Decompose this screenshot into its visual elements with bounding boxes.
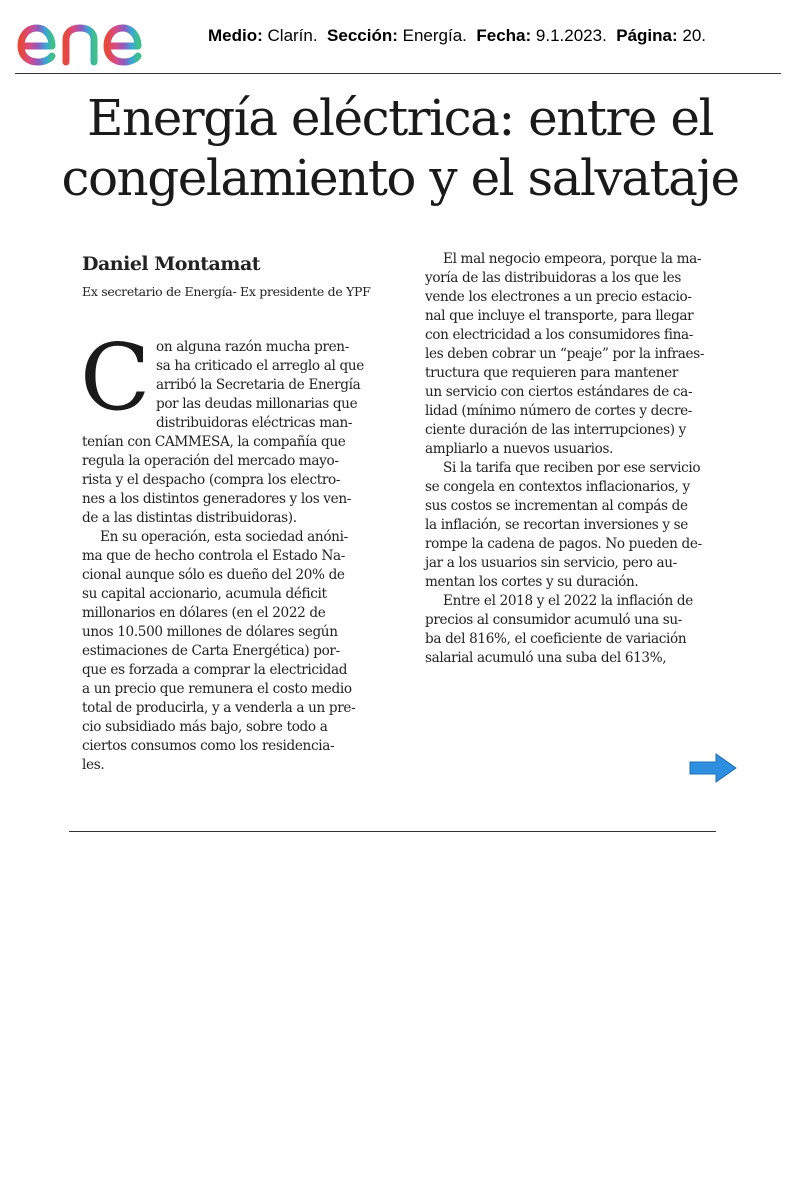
text-line: ba del 816%, el coeficiente de variación	[425, 631, 687, 647]
right-arrow-graphic	[688, 752, 738, 784]
drop-cap: C	[80, 324, 151, 431]
text-line: mentan los cortes y su duración.	[425, 574, 639, 590]
text-line: rompe la cadena de pagos. No pueden de-	[425, 536, 702, 552]
pagina-value: 20.	[682, 26, 707, 45]
text-line: les.	[82, 757, 105, 773]
text-line: rista y el despacho (compra los electro-	[82, 472, 341, 488]
text-line: cio subsidiado más bajo, sobre todo a	[82, 719, 328, 735]
pagina-label: Página:	[616, 26, 678, 45]
text-line: sus costos se incrementan al compás de	[425, 498, 688, 514]
footer-divider	[69, 831, 716, 832]
article-headline	[0, 88, 800, 208]
header-divider	[15, 73, 781, 74]
right-arrow-icon[interactable]	[688, 752, 738, 784]
text-line: tenían con CAMMESA, la compañía que	[82, 434, 346, 450]
text-line: lidad (mínimo número de cortes y decre-	[425, 403, 693, 419]
text-line: ciertos consumos como los residencia-	[82, 738, 335, 754]
seccion-label: Sección:	[327, 26, 398, 45]
text-line: de a las distintas distribuidoras).	[82, 510, 297, 526]
medio-value: Clarín.	[267, 26, 318, 45]
author-role: Ex secretario de Energía- Ex presidente de YPF	[82, 284, 371, 299]
text-line: estimaciones de Carta Energética) por-	[82, 643, 340, 659]
headline-line: Energía eléctrica: entre el	[87, 89, 713, 147]
enel-logo	[14, 14, 174, 68]
text-line: nal que incluye el transporte, para llegar	[425, 308, 694, 324]
text-line: jar a los usuarios sin servicio, pero au-	[425, 555, 677, 571]
text-line: unos 10.500 millones de dólares según	[82, 624, 338, 640]
text-line: la inflación, se recortan inversiones y se	[425, 517, 688, 533]
text-line: se congela en contextos inflacionarios, y	[425, 479, 690, 495]
article-column-right	[425, 250, 720, 668]
text-line: un servicio con ciertos estándares de ca-	[425, 384, 693, 400]
text-line: ampliarlo a nuevos usuarios.	[425, 441, 614, 457]
text-line: En su operación, esta sociedad anóni-	[100, 529, 348, 545]
text-line: que es forzada a comprar la electricidad	[82, 662, 348, 678]
text-line: tructura que requieren para mantener	[425, 365, 678, 381]
publication-meta	[208, 26, 706, 46]
text-line: cional aunque sólo es dueño del 20% de	[82, 567, 345, 583]
text-line: ma que de hecho controla el Estado Na-	[82, 548, 346, 564]
headline-line: congelamiento y el salvataje	[61, 149, 739, 207]
medio-label: Medio:	[208, 26, 263, 45]
text-line: distribuidoras eléctricas man-	[156, 415, 353, 431]
text-line: salarial acumuló una suba del 613%,	[425, 650, 667, 666]
text-line: millonarios en dólares (en el 2022 de	[82, 605, 326, 621]
text-line: sa ha criticado el arreglo al que	[156, 358, 364, 374]
article-column-left	[80, 324, 377, 775]
text-line: El mal negocio empeora, porque la ma-	[443, 251, 702, 267]
text-line: a un precio que remunera el costo medio	[82, 681, 352, 697]
text-line: regula la operación del mercado mayo-	[82, 453, 339, 469]
text-line: Entre el 2018 y el 2022 la inflación de	[443, 593, 693, 609]
text-line: ciente duración de las interrupciones) y	[425, 422, 686, 438]
text-line: por las deudas millonarias que	[156, 396, 358, 412]
text-line: vende los electrones a un precio estacio-	[425, 289, 692, 305]
text-line: precios al consumidor acumuló una su-	[425, 612, 682, 628]
text-line: arribó la Secretaria de Energía	[156, 377, 361, 393]
text-line: su capital accionario, acumula déficit	[82, 586, 327, 602]
fecha-label: Fecha:	[476, 26, 532, 45]
text-line: Si la tarifa que reciben por ese servicio	[443, 460, 701, 476]
text-line: yoría de las distribuidoras a los que les	[425, 270, 681, 286]
fecha-value: 9.1.2023.	[535, 26, 607, 45]
enel-logo-graphic	[14, 14, 174, 68]
text-line: les deben cobrar un “peaje” por la infraes-	[425, 346, 705, 362]
text-line: con electricidad a los consumidores fina-	[425, 327, 694, 343]
text-line: total de producirla, y a venderla a un pre-	[82, 700, 356, 716]
text-line: nes a los distintos generadores y los ven-	[82, 491, 351, 507]
seccion-value: Energía.	[402, 26, 467, 45]
author-name: Daniel Montamat	[82, 253, 261, 275]
text-line: on alguna razón mucha pren-	[156, 339, 349, 355]
